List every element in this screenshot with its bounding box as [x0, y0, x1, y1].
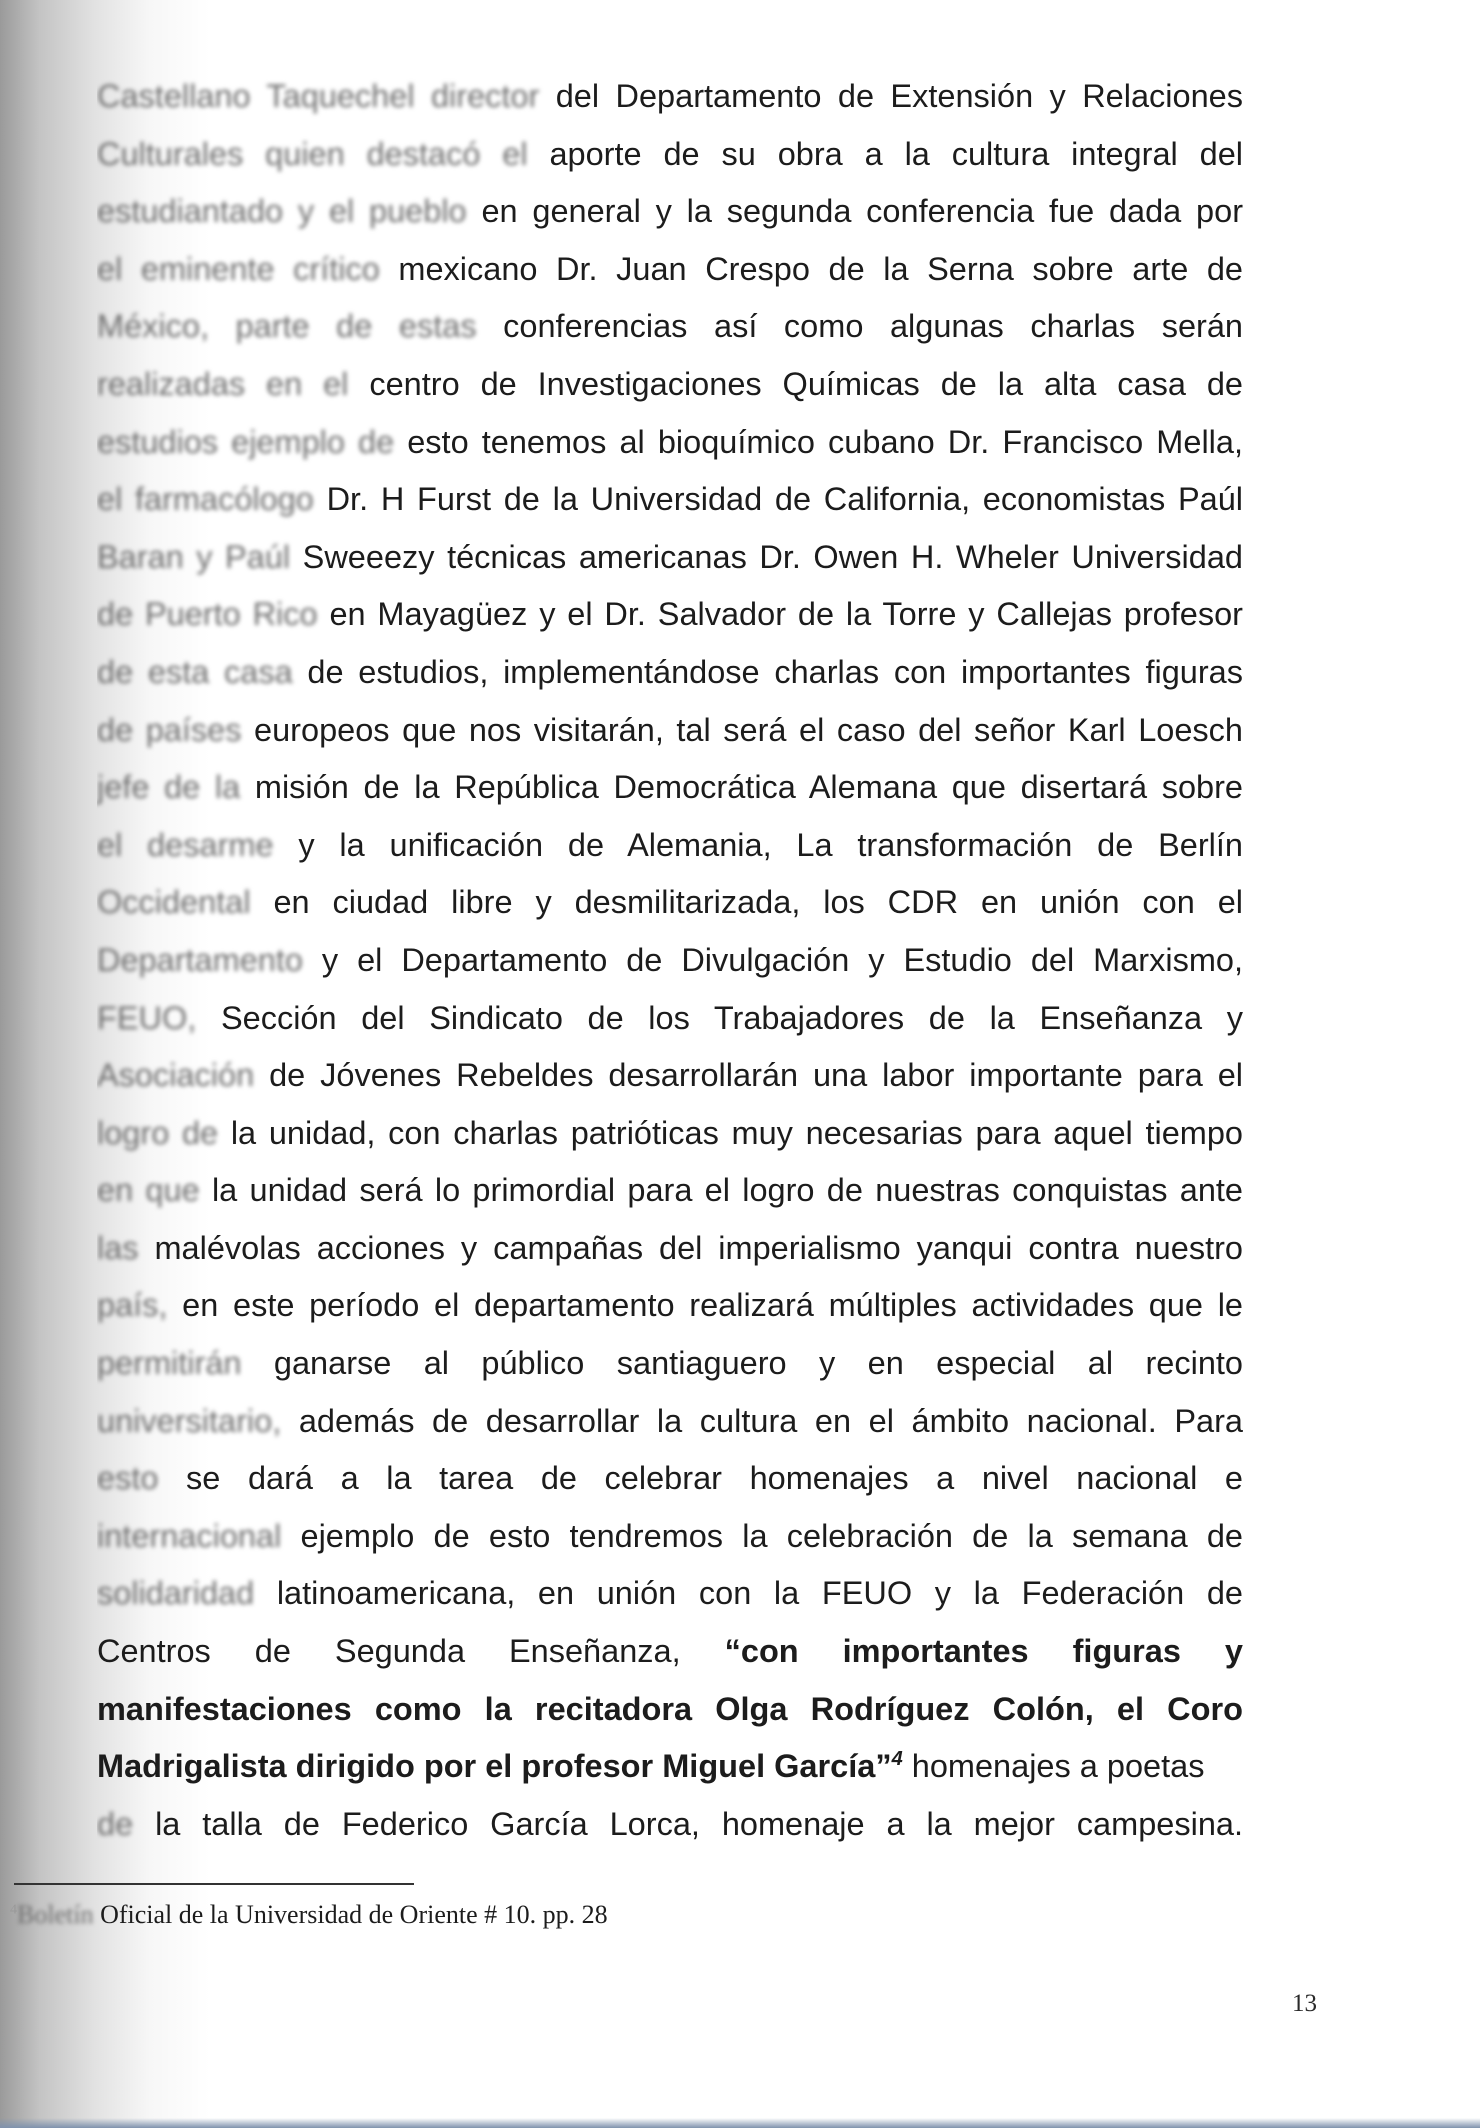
- text-line: [97, 1450, 1243, 1508]
- bold-quote-text: manifestaciones como la recitadora Olga Rodríguez Colón, el Coro: [97, 1690, 1243, 1727]
- line-text: la unidad, con charlas patrióticas muy necesarias para aquel tiempo: [230, 1114, 1243, 1151]
- footnote-reference: 4: [891, 1748, 903, 1771]
- page-number: 13: [1292, 1990, 1317, 2017]
- text-line: [97, 471, 1243, 529]
- line-text: se dará a la tarea de celebrar homenajes a nivel nacional e: [186, 1460, 1243, 1497]
- line-text: la unidad será lo primordial para el logro de nuestras conquistas ante: [211, 1172, 1243, 1209]
- faded-text: país,: [97, 1287, 168, 1324]
- line-text: y el Departamento de Divulgación y Estudio del Marxismo,: [321, 941, 1243, 978]
- text-line: [97, 1393, 1243, 1451]
- faded-text: de Puerto Rico: [97, 596, 318, 633]
- line-text: centro de Investigaciones Químicas de la alta casa de: [369, 365, 1243, 402]
- scan-edge: [0, 2118, 1480, 2128]
- text-line: [97, 298, 1243, 356]
- faded-text: estudios ejemplo de: [97, 423, 395, 460]
- faded-text: universitario,: [97, 1402, 282, 1439]
- faded-text: México, parte de estas: [97, 308, 477, 345]
- line-text: aporte de su obra a la cultura integral del: [549, 135, 1243, 172]
- faded-text: Culturales quien destacó el: [97, 135, 528, 172]
- line-text: mexicano Dr. Juan Crespo de la Serna sobre arte de: [398, 250, 1243, 287]
- text-line: [97, 1047, 1243, 1105]
- faded-text: de esta casa: [97, 653, 293, 690]
- text-line: [97, 126, 1243, 184]
- line-text: conferencias así como algunas charlas serán: [503, 308, 1243, 345]
- text-line: [97, 1220, 1243, 1278]
- line-text: de Jóvenes Rebeldes desarrollarán una labor importante para el: [269, 1057, 1243, 1094]
- text-line: [97, 183, 1243, 241]
- line-text: del Departamento de Extensión y Relaciones: [555, 78, 1243, 114]
- text-line: [97, 414, 1243, 472]
- line-text: misión de la República Democrática Alemana que disertará sobre: [254, 769, 1243, 806]
- line-text: malévolas acciones y campañas del imperialismo yanqui contra nuestro: [154, 1229, 1243, 1266]
- footnote: [10, 1900, 608, 1930]
- faded-text: estudiantado y el pueblo: [97, 193, 467, 230]
- text-line: [97, 1796, 1243, 1854]
- line-text: y la unificación de Alemania, La transformación de Berlín: [298, 826, 1243, 863]
- faded-text: Departamento: [97, 941, 303, 978]
- faded-text: el eminente crítico: [97, 250, 380, 287]
- text-line: [97, 1508, 1243, 1566]
- faded-text: FEUO,: [97, 999, 197, 1036]
- footnote-text: Oficial de la Universidad de Oriente # 10. pp. 28: [100, 1900, 608, 1929]
- line-text: en Mayagüez y el Dr. Salvador de la Torre y Callejas profesor: [329, 596, 1243, 633]
- line-text: latinoamericana, en unión con la FEUO y la Federación de: [276, 1575, 1243, 1612]
- faded-text: internacional: [97, 1517, 282, 1554]
- text-line: [97, 990, 1243, 1048]
- text-line: [97, 529, 1243, 587]
- faded-text: permitirán: [97, 1345, 242, 1382]
- text-line: [97, 1738, 1243, 1796]
- faded-text: de: [97, 1805, 134, 1842]
- faded-text: de países: [97, 711, 242, 748]
- text-line: [97, 241, 1243, 299]
- text-line: [97, 586, 1243, 644]
- line-text: además de desarrollar la cultura en el ámbito nacional. Para: [298, 1402, 1243, 1439]
- faded-text: Asociación: [97, 1057, 255, 1094]
- line-text: Centros de Segunda Enseñanza,: [97, 1633, 681, 1670]
- line-text: homenajes a poetas: [911, 1748, 1205, 1785]
- line-text: de estudios, implementándose charlas con importantes figuras: [307, 653, 1243, 690]
- faded-text: el farmacólogo: [97, 481, 314, 518]
- faded-text: en que: [97, 1172, 200, 1209]
- line-text: europeos que nos visitarán, tal será el caso del señor Karl Loesch: [254, 711, 1243, 748]
- text-line: [97, 1105, 1243, 1163]
- footnote-divider: [14, 1883, 414, 1885]
- line-text: en general y la segunda conferencia fue dada por: [481, 193, 1243, 230]
- line-text: Sección del Sindicato de los Trabajadores de la Enseñanza y: [220, 999, 1243, 1036]
- text-line: [97, 644, 1243, 702]
- faded-text: Castellano Taquechel director: [97, 78, 540, 114]
- faded-text: Baran y Paúl: [97, 538, 291, 575]
- line-text: en este período el departamento realizará múltiples actividades que le: [182, 1287, 1243, 1324]
- line-text: Dr. H Furst de la Universidad de California, economistas Paúl: [326, 481, 1243, 518]
- line-text: en ciudad libre y desmilitarizada, los CDR en unión con el: [273, 884, 1243, 921]
- text-line: [97, 932, 1243, 990]
- text-line: [97, 1277, 1243, 1335]
- body-text: [97, 68, 1243, 1853]
- bold-quote-text: Madrigalista dirigido por el profesor Miguel García”: [97, 1748, 892, 1785]
- line-text: Sweeezy técnicas americanas Dr. Owen H. Wheler Universidad: [302, 538, 1243, 575]
- footnote-marker: 4: [10, 1902, 17, 1918]
- line-text: esto tenemos al bioquímico cubano Dr. Francisco Mella,: [407, 423, 1243, 460]
- faded-text: solidaridad: [97, 1575, 255, 1612]
- faded-text: esto: [97, 1460, 159, 1497]
- faded-text: el desarme: [97, 826, 274, 863]
- text-line: [97, 1335, 1243, 1393]
- text-line: [97, 1162, 1243, 1220]
- faded-text: logro de: [97, 1114, 219, 1151]
- line-text: ejemplo de esto tendremos la celebración de la semana de: [300, 1517, 1243, 1554]
- bold-quote-text: “con importantes figuras y: [724, 1633, 1243, 1670]
- text-line: [97, 759, 1243, 817]
- faded-text: jefe de la: [97, 769, 241, 806]
- faded-text: Boletín: [17, 1900, 94, 1929]
- line-text: la talla de Federico García Lorca, homenaje a la mejor campesina.: [155, 1805, 1243, 1842]
- text-line: [97, 1565, 1243, 1623]
- text-line: [97, 874, 1243, 932]
- text-line: [97, 817, 1243, 875]
- text-line: [97, 68, 1243, 126]
- text-line: [97, 702, 1243, 760]
- text-line: [97, 1681, 1243, 1739]
- text-line: [97, 1623, 1243, 1681]
- faded-text: realizadas en el: [97, 365, 349, 402]
- faded-text: las: [97, 1229, 139, 1266]
- line-text: ganarse al público santiaguero y en especial al recinto: [273, 1345, 1243, 1382]
- faded-text: Occidental: [97, 884, 251, 921]
- text-line: [97, 356, 1243, 414]
